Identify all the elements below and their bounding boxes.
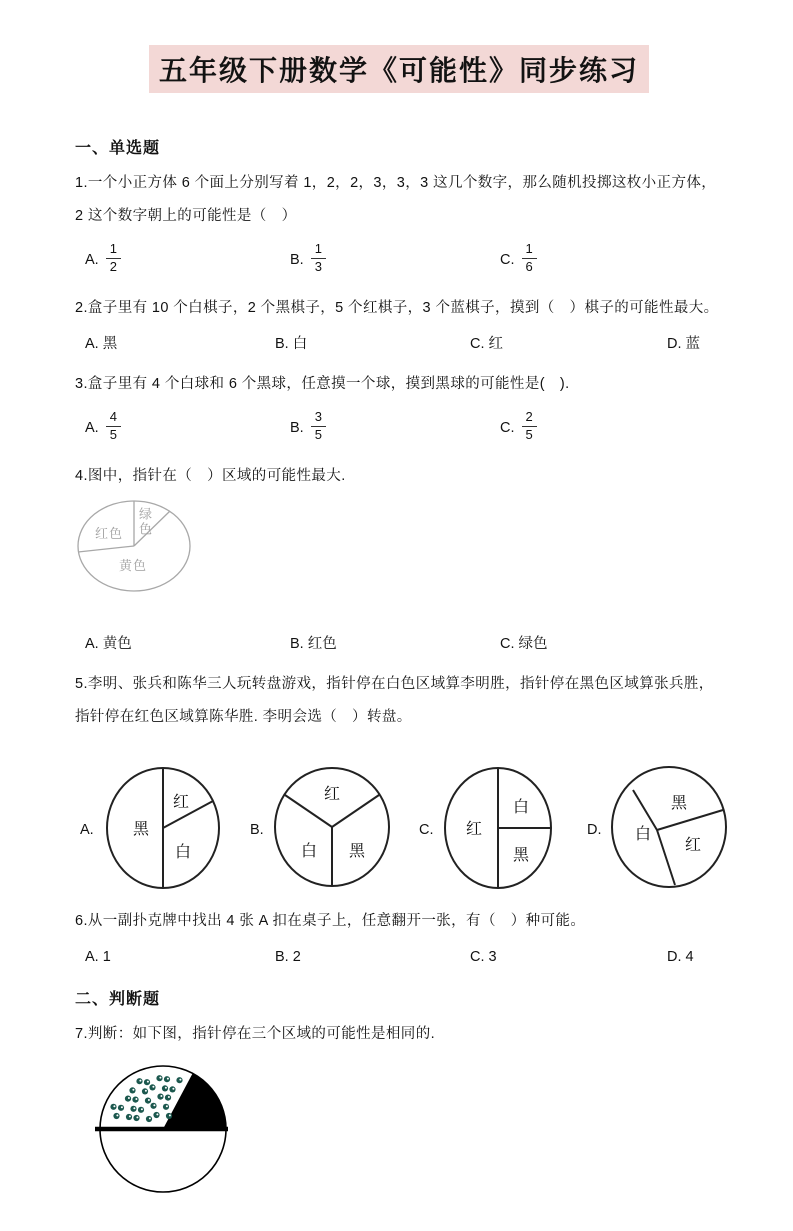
spinner-d-region-white: 白: [635, 826, 652, 843]
question-1-options: [75, 237, 723, 283]
spinner-c-region-black: 黑: [513, 847, 530, 864]
fraction: [106, 242, 121, 275]
fraction-denominator: 5: [525, 426, 533, 442]
option-value: 白: [292, 336, 308, 352]
option-value: 绿色: [518, 636, 548, 652]
fraction: [522, 410, 537, 443]
question-7-chart: [75, 1059, 723, 1231]
spinner-b-letter: B.: [250, 822, 264, 838]
fraction-denominator: 2: [109, 258, 117, 274]
question-2-options: [75, 329, 723, 359]
option-d: [667, 329, 723, 359]
fraction-denominator: 5: [109, 426, 117, 442]
option-label: C.: [470, 949, 485, 965]
option-label: B.: [275, 949, 289, 965]
spinner-d-chart: [609, 764, 729, 890]
option-c: [500, 237, 723, 283]
option-value: 3: [488, 949, 497, 965]
question-2-text: 2.盒子里有 10 个白棋子，2 个黑棋子，5 个红棋子，3 个蓝棋子，摸到（ ）棋子的可能性最大。: [75, 300, 719, 316]
page-title: 五年级下册数学《可能性》同步练习: [149, 45, 649, 93]
question-3-text: 3.盒子里有 4 个白球和 6 个黑球，任意摸一个球，摸到黑球的可能性是( ).: [75, 376, 570, 392]
spinner-b-region-red: 红: [324, 786, 341, 803]
region-label-yellow: 黄色: [119, 558, 148, 573]
option-c: [470, 942, 667, 972]
option-d: [667, 942, 723, 972]
fraction-numerator: 2: [522, 410, 537, 427]
fraction-numerator: 1: [311, 242, 326, 259]
spinner-d-region-red: 红: [685, 837, 702, 854]
option-label: A.: [85, 336, 99, 352]
region-label-green: 绿色: [137, 507, 152, 537]
spinner-c-letter: C.: [419, 822, 434, 838]
spinner-c-region-red: 红: [466, 821, 483, 838]
spinner-a-region-black: 黑: [133, 821, 150, 838]
option-value: 2: [292, 949, 301, 965]
option-label: C.: [500, 636, 515, 652]
spinner-b-chart: [271, 764, 393, 890]
question-6-text: 6.从一副扑克牌中找出 4 张 A 扣在桌子上，任意翻开一张，有（ ）种可能。: [75, 913, 586, 929]
option-a: [85, 405, 290, 451]
option-value: 蓝: [685, 336, 701, 352]
question-5-spinners: [75, 764, 723, 896]
option-value: 红: [488, 336, 504, 352]
option-label: B.: [290, 420, 304, 436]
fraction-numerator: 4: [106, 410, 121, 427]
section-heading-single-choice: 一、单选题: [75, 140, 161, 157]
question-3-options: [75, 405, 723, 451]
option-label: D.: [667, 336, 682, 352]
question-4-options: [75, 629, 723, 659]
fraction-numerator: 1: [106, 242, 121, 259]
question-4-text: 4.图中，指针在（ ）区域的可能性最大.: [75, 468, 346, 484]
spinner-d-region-black: 黑: [671, 795, 688, 812]
option-label: B.: [290, 636, 304, 652]
spinner-b-region-white: 白: [301, 843, 318, 860]
option-c: [500, 629, 723, 659]
option-value: 红色: [307, 636, 337, 652]
option-label: A.: [85, 636, 99, 652]
spinner-a-region-red: 红: [173, 794, 190, 811]
option-label: A.: [85, 949, 99, 965]
option-label: B.: [275, 336, 289, 352]
spinner-a-region-white: 白: [175, 844, 192, 861]
fraction: [311, 410, 326, 443]
fraction: [311, 242, 326, 275]
question-5-text: 5.李明、张兵和陈华三人玩转盘游戏，指针停在白色区域算李明胜，指针停在黑色区域算张兵胜，指针停在红色区域算陈华胜. 李明会选（ ）转盘。: [75, 676, 714, 725]
option-b: [275, 329, 470, 359]
option-c: [470, 329, 667, 359]
option-b: [290, 237, 500, 283]
spinner-a-letter: A.: [80, 822, 94, 838]
option-value: 黑: [102, 336, 118, 352]
page-title-row: [75, 45, 723, 93]
spinner-c-region-white: 白: [513, 799, 530, 816]
fraction-denominator: 3: [314, 258, 322, 274]
option-a: [85, 237, 290, 283]
option-label: C.: [470, 336, 485, 352]
fraction-numerator: 1: [522, 242, 537, 259]
option-a: [85, 942, 275, 972]
question-7-text: 7.判断：如下图，指针停在三个区域的可能性是相同的.: [75, 1026, 436, 1042]
three-region-circle-chart: [83, 1059, 253, 1209]
option-label: C.: [500, 252, 515, 268]
option-label: B.: [290, 252, 304, 268]
option-label: D.: [667, 949, 682, 965]
option-label: C.: [500, 420, 515, 436]
question-4-chart: [75, 497, 723, 625]
option-label: A.: [85, 252, 99, 268]
spinner-b-region-black: 黑: [349, 843, 366, 860]
spinner-c-chart: [441, 764, 555, 892]
fraction-numerator: 3: [311, 410, 326, 427]
option-a: [85, 629, 290, 659]
region-label-red: 红色: [95, 526, 124, 541]
fraction: [522, 242, 537, 275]
question-1-text: 1.一个小正方体 6 个面上分别写着 1，2，2，3，3，3 这几个数字，那么随机投掷这枚小正方体，2 这个数字朝上的可能性是（ ）: [75, 175, 717, 224]
question-6-options: [75, 942, 723, 972]
fraction-denominator: 5: [314, 426, 322, 442]
option-value: 4: [685, 949, 694, 965]
option-value: 黄色: [102, 636, 132, 652]
option-b: [290, 405, 500, 451]
spinner-a-chart: [103, 764, 223, 892]
option-a: [85, 329, 275, 359]
option-label: A.: [85, 420, 99, 436]
option-b: [290, 629, 500, 659]
fraction: [106, 410, 121, 443]
section-heading-true-false: 二、判断题: [75, 991, 161, 1008]
option-b: [275, 942, 470, 972]
fraction-denominator: 6: [525, 258, 533, 274]
option-value: 1: [102, 949, 111, 965]
option-c: [500, 405, 723, 451]
spinner-d-letter: D.: [587, 822, 602, 838]
